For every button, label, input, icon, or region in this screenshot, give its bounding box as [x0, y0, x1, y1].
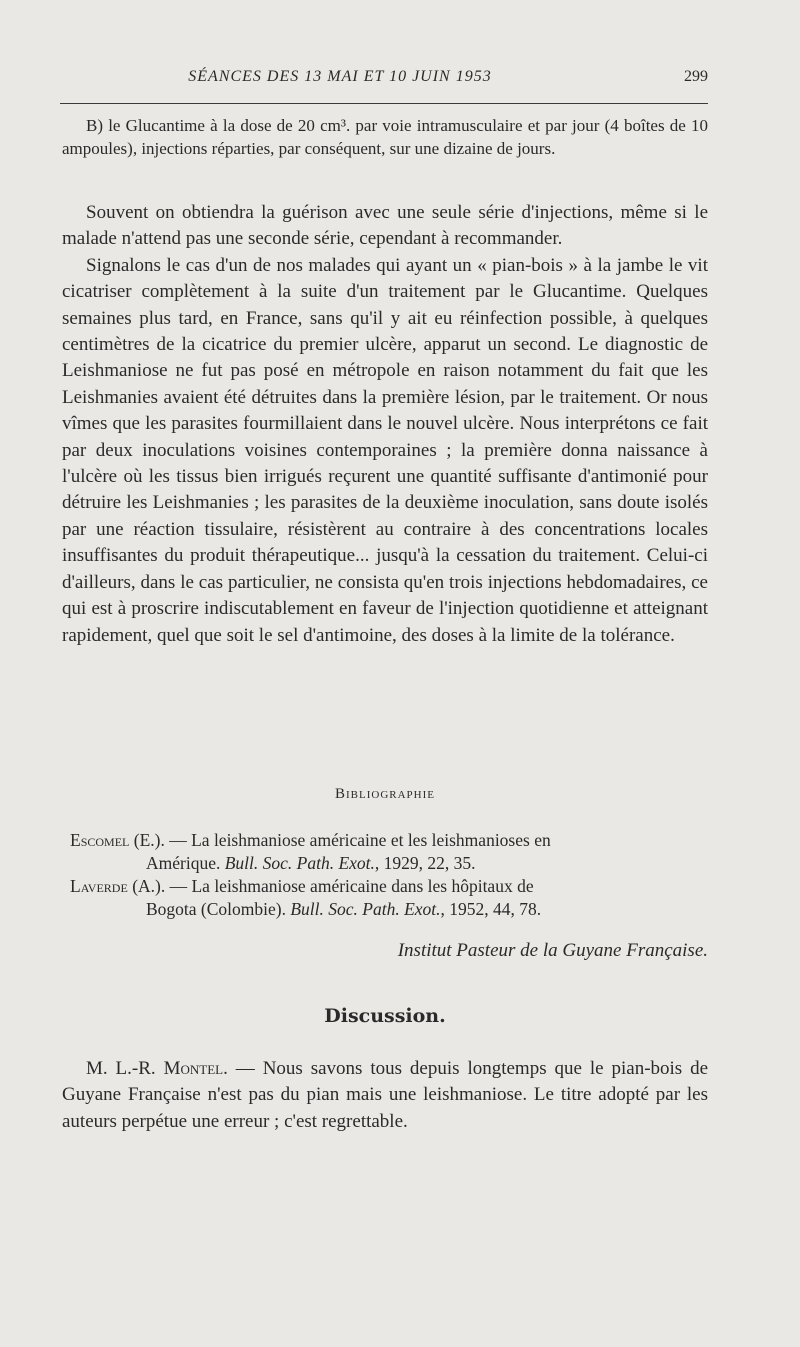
- discussion-text: Nous savons tous depuis longtemps que le pian-bois de Guyane Française n'est pas du pian mais une leishmaniose. Le titre adopté par les auteurs perpétue une erreur ; c'est regrettable.: [62, 1058, 709, 1132]
- reference-text-2: Bogota (Colombie).: [146, 899, 286, 919]
- affiliation: Institut Pasteur de la Guyane Française.: [397, 940, 708, 961]
- reference-continuation: [70, 898, 708, 921]
- bibliography-title: Bibliographie: [335, 786, 435, 802]
- page-number: 299: [684, 68, 708, 85]
- discussion-heading: Discussion.: [324, 1005, 446, 1027]
- reference-journal: Bull. Soc. Path. Exot.: [224, 853, 375, 873]
- running-title: SÉANCES DES 13 MAI ET 10 JUIN 1953: [188, 68, 492, 85]
- paragraph-case: Signalons le cas d'un de nos malades qui ayant un « pian-bois » à la jambe le vit cicatriser complètement à la suite d'un traitement par le Glucantime. Quelques semaines plus tard, en France, sans qu'il y ait eu réinfection possible, à quelques centimètres de la cicatrice du premier ulcère, apparut un second. Le diagnostic de Leishmaniose ne fut pas posé en métropole en raison notamment du fait que les Leishmanies avaient été détruites dans la première lésion, par le traitement. Or nous vîmes que les parasites fourmillaient dans le nouvel ulcère. Nous interprétons ce fait par deux inoculations voisines contemporaines ; la première donna naissance à l'ulcère où les tissus bien irrigués reçurent une quantité suffisante d'antimonié pour détruire les Leishmanies ; les parasites de la deuxième inoculation, sans doute isolés par une réaction tissulaire, résistèrent au contraire à des concentrations locales insuffisantes du produit thérapeutique... jusqu'à la cessation du traitement. Celui-ci d'ailleurs, dans le cas particulier, ne consista qu'en trois injections hebdomadaires, ce qui est à proscrire indiscutablement en faveur de l'injection quotidienne et atteignant rapidement, quel que soit le sel d'antimoine, des doses à la limite de la tolérance.: [62, 254, 708, 646]
- treatment-text: B) le Glucantime à la dose de 20 cm³. par voie intramusculaire et par jour (4 boîtes de 10 ampoules), injections réparties, par conséquent, sur une dizaine de jours.: [62, 116, 708, 158]
- reference-escomel: [70, 829, 708, 875]
- reference-text: La leishmaniose américaine dans les hôpitaux de: [191, 876, 534, 896]
- reference-author: Laverde: [70, 876, 128, 896]
- speaker-suffix: . —: [223, 1058, 255, 1079]
- speaker-name: Montel: [163, 1058, 224, 1079]
- reference-details: , 1929, 22, 35.: [374, 853, 476, 873]
- body-text: [62, 200, 708, 649]
- paragraph-cure: Souvent on obtiendra la guérison avec une seule série d'injections, même si le malade n'attend pas une seconde série, cependant à recommander.: [62, 202, 708, 250]
- discussion-body: [62, 1056, 708, 1135]
- reference-initials: (A.). —: [132, 876, 188, 896]
- running-header: [60, 68, 708, 94]
- reference-initials: (E.). —: [133, 830, 187, 850]
- header-rule: [60, 103, 708, 104]
- reference-text: La leishmaniose américaine et les leishmanioses en: [191, 830, 551, 850]
- reference-details: , 1952, 44, 78.: [440, 899, 542, 919]
- discussion-paragraph: [62, 1056, 708, 1135]
- reference-continuation: [70, 852, 708, 875]
- treatment-item-b: [62, 114, 708, 160]
- reference-author: Escomel: [70, 830, 130, 850]
- reference-text-2: Amérique.: [146, 853, 221, 873]
- speaker-initials: M. L.-R.: [86, 1058, 156, 1079]
- reference-laverde: [70, 875, 708, 921]
- reference-journal: Bull. Soc. Path. Exot.: [290, 899, 441, 919]
